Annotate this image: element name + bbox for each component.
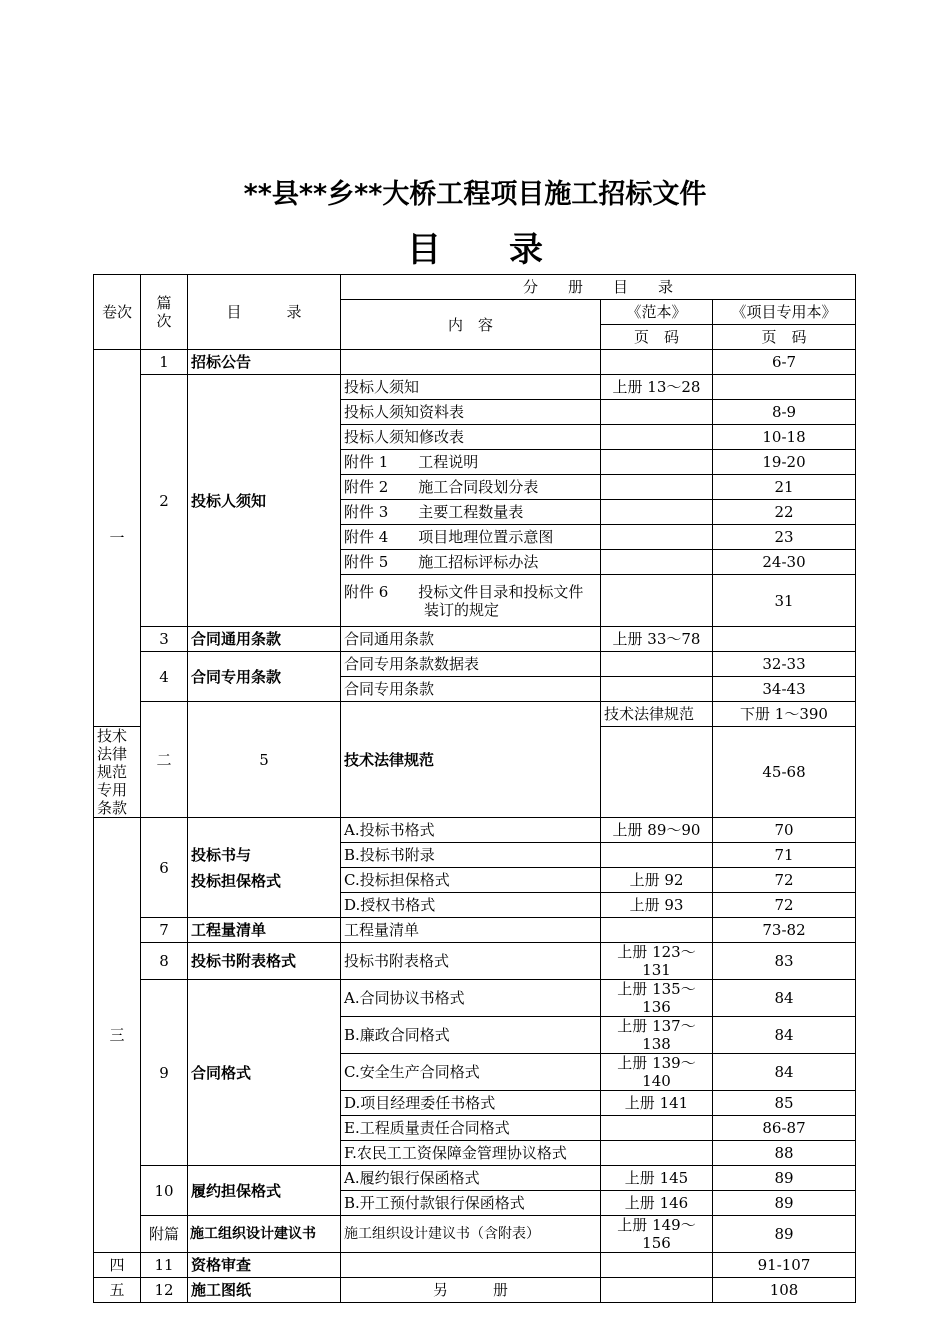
chapter-cell: 1 bbox=[141, 350, 188, 375]
model-page-cell bbox=[601, 400, 713, 425]
content-cell: 施工组织设计建议书（含附表） bbox=[341, 1216, 601, 1253]
header-page-model: 页 码 bbox=[601, 325, 713, 350]
content-cell: 附件 3 主要工程数量表 bbox=[341, 500, 601, 525]
project-page-cell: 34-43 bbox=[713, 677, 856, 702]
model-page-cell bbox=[601, 425, 713, 450]
model-page-cell bbox=[601, 1141, 713, 1166]
project-page-cell: 71 bbox=[713, 843, 856, 868]
content-cell: 附件 2 施工合同段划分表 bbox=[341, 475, 601, 500]
model-page-cell: 上册 89～90 bbox=[601, 818, 713, 843]
model-page-cell: 上册 141 bbox=[601, 1091, 713, 1116]
model-page-cell bbox=[601, 475, 713, 500]
table-row bbox=[94, 350, 856, 375]
chapter-cell: 9 bbox=[141, 980, 188, 1166]
item-cell: 合同格式 bbox=[188, 980, 341, 1166]
table-row bbox=[94, 652, 856, 677]
model-page-cell bbox=[601, 918, 713, 943]
project-page-cell: 21 bbox=[713, 475, 856, 500]
table-row bbox=[94, 980, 856, 1017]
item-cell bbox=[188, 818, 341, 918]
content-cell: A.合同协议书格式 bbox=[341, 980, 601, 1017]
model-page-cell: 上册 13～28 bbox=[601, 375, 713, 400]
volume-cell: 一 bbox=[94, 350, 141, 727]
content-cell: F.农民工工资保障金管理协议格式 bbox=[341, 1141, 601, 1166]
subtitle-char-2: 录 bbox=[509, 230, 543, 270]
header-sub-catalog: 分 册 目 录 bbox=[341, 275, 856, 300]
project-page-cell: 6-7 bbox=[713, 350, 856, 375]
model-page-cell: 上册 135～136 bbox=[601, 980, 713, 1017]
content-cell: B.廉政合同格式 bbox=[341, 1017, 601, 1054]
table-row bbox=[94, 1166, 856, 1191]
project-page-cell: 10-18 bbox=[713, 425, 856, 450]
table-row bbox=[94, 1216, 856, 1253]
model-page-cell: 上册 33～78 bbox=[601, 627, 713, 652]
table-row bbox=[94, 702, 856, 727]
content-cell: 附件 4 项目地理位置示意图 bbox=[341, 525, 601, 550]
table-row bbox=[94, 918, 856, 943]
content-cell: B.开工预付款银行保函格式 bbox=[341, 1191, 601, 1216]
project-page-cell: 84 bbox=[713, 1017, 856, 1054]
item-cell: 施工组织设计建议书 bbox=[188, 1216, 341, 1253]
project-page-cell: 84 bbox=[713, 1054, 856, 1091]
content-cell: C.投标担保格式 bbox=[341, 868, 601, 893]
content-cell: 投标人须知修改表 bbox=[341, 425, 601, 450]
model-page-cell bbox=[601, 1116, 713, 1141]
table-row bbox=[94, 627, 856, 652]
project-page-cell: 89 bbox=[713, 1216, 856, 1253]
item-cell: 资格审查 bbox=[188, 1253, 341, 1278]
model-page-cell bbox=[601, 1253, 713, 1278]
project-page-cell: 70 bbox=[713, 818, 856, 843]
project-page-cell: 88 bbox=[713, 1141, 856, 1166]
project-page-cell: 24-30 bbox=[713, 550, 856, 575]
item-cell: 履约担保格式 bbox=[188, 1166, 341, 1216]
content-cell: A.投标书格式 bbox=[341, 818, 601, 843]
toc-table bbox=[93, 274, 856, 1303]
project-page-cell: 19-20 bbox=[713, 450, 856, 475]
table-row bbox=[94, 1278, 856, 1303]
item-cell: 投标人须知 bbox=[188, 375, 341, 627]
content-cell: B.投标书附录 bbox=[341, 843, 601, 868]
project-page-cell: 84 bbox=[713, 980, 856, 1017]
content-cell: 工程量清单 bbox=[341, 918, 601, 943]
chapter-cell: 3 bbox=[141, 627, 188, 652]
chapter-cell: 12 bbox=[141, 1278, 188, 1303]
content-cell: 投标人须知资料表 bbox=[341, 400, 601, 425]
volume-cell: 三 bbox=[94, 818, 141, 1253]
document-subtitle bbox=[0, 222, 950, 271]
chapter-cell: 11 bbox=[141, 1253, 188, 1278]
project-page-cell: 86-87 bbox=[713, 1116, 856, 1141]
content-cell bbox=[341, 575, 601, 627]
content-cell: 合同专用条款 bbox=[341, 677, 601, 702]
model-page-cell bbox=[601, 500, 713, 525]
item-cell: 施工图纸 bbox=[188, 1278, 341, 1303]
content-cell: D.授权书格式 bbox=[341, 893, 601, 918]
project-page-cell: 32-33 bbox=[713, 652, 856, 677]
project-page-cell: 85 bbox=[713, 1091, 856, 1116]
model-page-cell bbox=[601, 525, 713, 550]
model-page-cell: 上册 145 bbox=[601, 1166, 713, 1191]
item-cell: 合同通用条款 bbox=[188, 627, 341, 652]
chapter-cell: 7 bbox=[141, 918, 188, 943]
content-line-2: 装订的规定 bbox=[424, 600, 500, 619]
project-page-cell: 45-68 bbox=[713, 727, 856, 818]
project-page-cell bbox=[713, 627, 856, 652]
table-row bbox=[94, 818, 856, 843]
model-page-cell: 上册 139～140 bbox=[601, 1054, 713, 1091]
table-row bbox=[94, 1253, 856, 1278]
model-page-cell bbox=[601, 575, 713, 627]
model-page-cell bbox=[601, 677, 713, 702]
content-cell: 技术法律规范专用条款 bbox=[94, 727, 141, 818]
content-cell: 合同通用条款 bbox=[341, 627, 601, 652]
content-cell: A.履约银行保函格式 bbox=[341, 1166, 601, 1191]
item-line-2: 投标担保格式 bbox=[191, 871, 282, 890]
project-page-cell: 22 bbox=[713, 500, 856, 525]
model-page-cell: 上册 146 bbox=[601, 1191, 713, 1216]
header-chapter: 篇 次 bbox=[141, 275, 188, 350]
content-cell: 技术法律规范 bbox=[601, 702, 713, 727]
chapter-cell: 附篇 bbox=[141, 1216, 188, 1253]
content-cell: D.项目经理委任书格式 bbox=[341, 1091, 601, 1116]
project-page-cell: 89 bbox=[713, 1166, 856, 1191]
model-page-cell: 下册 1～390 bbox=[713, 702, 856, 727]
chapter-cell: 10 bbox=[141, 1166, 188, 1216]
content-cell bbox=[341, 1253, 601, 1278]
item-cell: 投标书附表格式 bbox=[188, 943, 341, 980]
model-page-cell bbox=[601, 450, 713, 475]
table-row bbox=[94, 375, 856, 400]
project-page-cell: 8-9 bbox=[713, 400, 856, 425]
content-cell: 投标书附表格式 bbox=[341, 943, 601, 980]
item-cell: 招标公告 bbox=[188, 350, 341, 375]
model-page-cell bbox=[601, 1278, 713, 1303]
table-row bbox=[94, 943, 856, 980]
model-page-cell bbox=[601, 550, 713, 575]
project-page-cell: 91-107 bbox=[713, 1253, 856, 1278]
chapter-cell: 6 bbox=[141, 818, 188, 918]
project-page-cell: 72 bbox=[713, 893, 856, 918]
item-line-1: 投标书与 bbox=[191, 845, 252, 864]
chapter-cell: 4 bbox=[141, 652, 188, 702]
model-page-cell: 上册 123～131 bbox=[601, 943, 713, 980]
project-page-cell: 83 bbox=[713, 943, 856, 980]
chapter-cell: 5 bbox=[188, 702, 341, 818]
item-cell: 技术法律规范 bbox=[341, 702, 601, 818]
header-volume: 卷次 bbox=[94, 275, 141, 350]
header-content: 内 容 bbox=[341, 300, 601, 350]
item-cell: 工程量清单 bbox=[188, 918, 341, 943]
content-cell: 合同专用条款数据表 bbox=[341, 652, 601, 677]
header-page-project: 页 码 bbox=[713, 325, 856, 350]
project-page-cell: 23 bbox=[713, 525, 856, 550]
model-page-cell: 上册 149～156 bbox=[601, 1216, 713, 1253]
header-catalog: 目 录 bbox=[188, 275, 341, 350]
model-page-cell bbox=[601, 652, 713, 677]
model-page-cell bbox=[601, 350, 713, 375]
content-cell: 附件 5 施工招标评标办法 bbox=[341, 550, 601, 575]
project-page-cell bbox=[713, 375, 856, 400]
chapter-cell: 2 bbox=[141, 375, 188, 627]
model-page-cell: 上册 92 bbox=[601, 868, 713, 893]
volume-cell: 四 bbox=[94, 1253, 141, 1278]
content-cell: C.安全生产合同格式 bbox=[341, 1054, 601, 1091]
header-project: 《项目专用本》 bbox=[713, 300, 856, 325]
project-page-cell: 108 bbox=[713, 1278, 856, 1303]
header-model: 《范本》 bbox=[601, 300, 713, 325]
content-line-1: 附件 6 投标文件目录和投标文件 bbox=[344, 582, 584, 601]
model-page-cell bbox=[601, 843, 713, 868]
project-page-cell: 72 bbox=[713, 868, 856, 893]
project-page-cell: 31 bbox=[713, 575, 856, 627]
content-cell: 投标人须知 bbox=[341, 375, 601, 400]
model-page-cell: 上册 137～138 bbox=[601, 1017, 713, 1054]
volume-cell: 二 bbox=[141, 702, 188, 818]
subtitle-char-1: 目 bbox=[407, 230, 441, 270]
model-page-cell bbox=[601, 727, 713, 818]
content-cell: 附件 1 工程说明 bbox=[341, 450, 601, 475]
volume-cell: 五 bbox=[94, 1278, 141, 1303]
content-cell bbox=[341, 350, 601, 375]
content-cell: E.工程质量责任合同格式 bbox=[341, 1116, 601, 1141]
item-cell: 合同专用条款 bbox=[188, 652, 341, 702]
document-title: **县**乡**大桥工程项目施工招标文件 bbox=[243, 179, 707, 210]
chapter-cell: 8 bbox=[141, 943, 188, 980]
model-page-cell: 上册 93 bbox=[601, 893, 713, 918]
content-cell: 另 册 bbox=[341, 1278, 601, 1303]
project-page-cell: 73-82 bbox=[713, 918, 856, 943]
project-page-cell: 89 bbox=[713, 1191, 856, 1216]
